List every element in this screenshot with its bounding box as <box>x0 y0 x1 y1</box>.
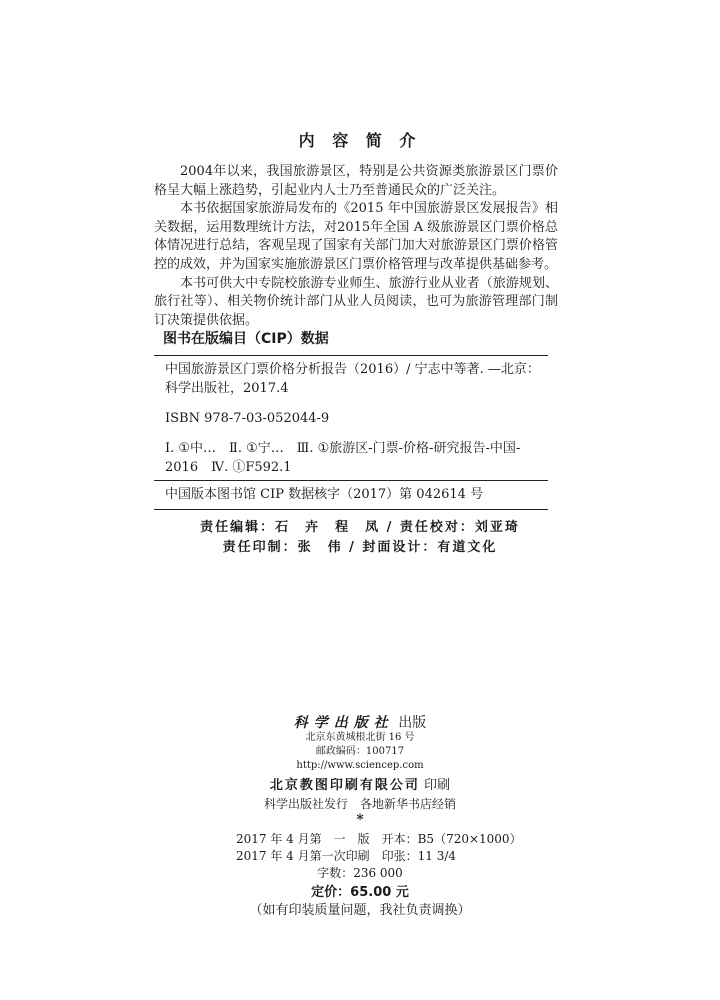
publisher-name: 科学出版社 <box>293 715 394 731</box>
cip-isbn: ISBN 978-7-03-052044-9 <box>165 411 330 426</box>
intro-paragraph-2: 本书依据国家旅游局发布的《2015 年中国旅游景区发展报告》相关数据，运用数理统计方法，对2015年全国 A 级旅游景区门票价格总体情况进行总结，客观呈现了国家有关部门加大对旅游景区门票价格管控的成效，并为国家实施旅游景区门票价格管理与改革提供基础参考。 <box>154 201 558 272</box>
publisher-address: 北京东黄城根北街 16 号 <box>305 732 415 743</box>
printer-name: 北京教图印刷有限公司 <box>269 778 420 793</box>
separator-star: * <box>356 812 364 828</box>
page-title: 内 容 简 介 <box>298 131 422 150</box>
cip-middle-rule <box>154 480 548 481</box>
cip-record-number: 中国版本图书馆 CIP 数据核字（2017）第 042614 号 <box>165 487 484 502</box>
edition-line: 2017 年 4 月第 一 版 开本：B5（720×1000） <box>236 832 522 846</box>
cip-classification-line1: Ⅰ. ①中… Ⅱ. ①宁… Ⅲ. ①旅游区-门票-价格-研究报告-中国- <box>165 441 521 456</box>
cip-heading: 图书在版编目（CIP）数据 <box>163 331 329 347</box>
printer-line <box>0 774 720 793</box>
credits-editors: 责任编辑：石 卉 程 凤 / 责任校对：刘亚琦 <box>200 520 520 535</box>
printer-suffix: 印刷 <box>424 778 451 793</box>
cip-classification-line2: 2016 Ⅳ. ①F592.1 <box>165 460 292 475</box>
intro-text <box>154 163 558 330</box>
printing-line: 2017 年 4 月第一次印刷 印张：11 3/4 <box>236 849 457 863</box>
cip-bottom-rule <box>154 509 548 510</box>
word-count: 字数：236 000 <box>317 866 403 880</box>
cip-entry-line1: 中国旅游景区门票价格分析报告（2016）/ 宁志中等著. —北京： <box>165 362 540 377</box>
distribution-line: 科学出版社发行 各地新华书店经销 <box>263 797 456 811</box>
publisher-line <box>0 712 720 732</box>
intro-paragraph-1: 2004年以来，我国旅游景区，特别是公共资源类旅游景区门票价格呈大幅上涨趋势，引起业内人士乃至普通民众的广泛关注。 <box>154 164 558 198</box>
publisher-suffix: 出版 <box>398 715 427 731</box>
price: 定价：65.00 元 <box>311 885 409 900</box>
cip-entry-line2: 科学出版社，2017.4 <box>165 381 289 396</box>
intro-paragraph-3: 本书可供大中专院校旅游专业师生、旅游行业从业者（旅游规划、旅行社等）、相关物价统计部门从业人员阅读，也可为旅游管理部门制订决策提供依据。 <box>154 275 558 328</box>
publisher-postcode: 邮政编码：100717 <box>315 746 405 757</box>
cip-top-rule <box>154 355 548 356</box>
publisher-website: http://www.sciencep.com <box>296 760 424 771</box>
quality-notice: （如有印装质量问题，我社负责调换） <box>249 903 471 918</box>
credits-production: 责任印制：张 伟 / 封面设计：有道文化 <box>222 540 498 555</box>
